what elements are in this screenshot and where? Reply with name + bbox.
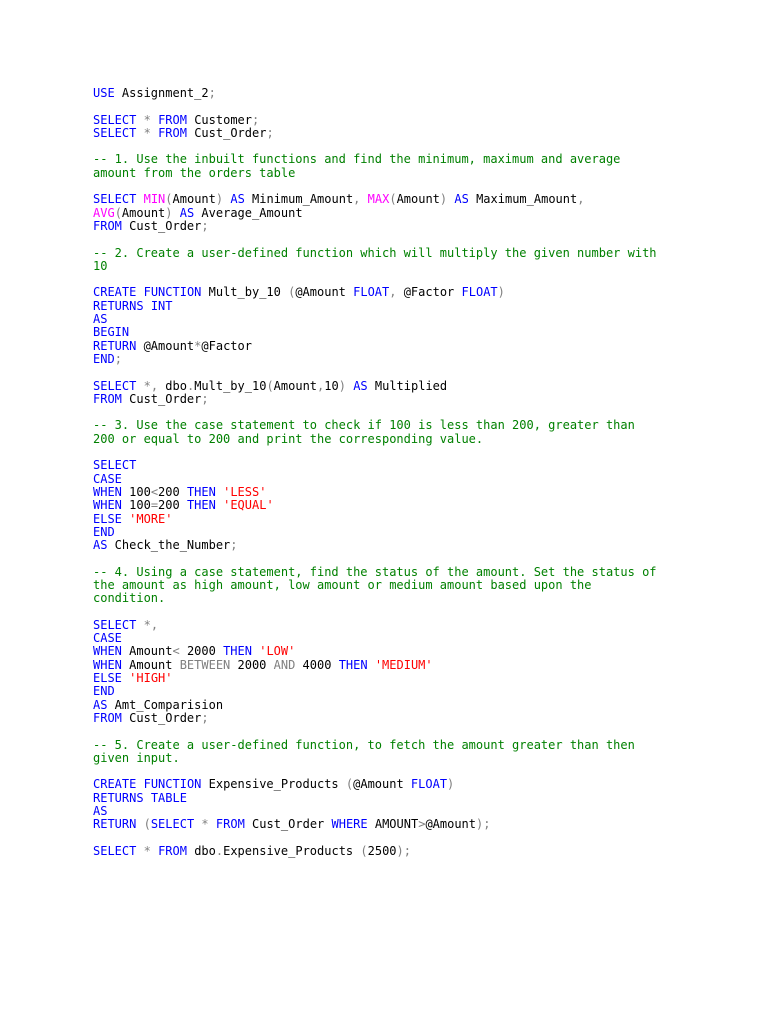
sql-operator: ; [266,125,274,140]
code-line [93,286,733,299]
sql-operator: ) [338,378,346,393]
code-line [93,153,733,166]
sql-keyword: AS [454,192,469,207]
sql-operator: * [201,817,209,832]
code-line [93,247,733,260]
sql-text: Cust_Order [121,391,202,406]
sql-operator: *, [143,617,159,632]
sql-keyword: END [93,351,115,366]
sql-operator: ) [447,777,455,792]
sql-keyword: THEN [338,657,368,672]
sql-operator: *, [143,378,159,393]
code-line [93,446,733,459]
code-line [93,167,733,180]
sql-text: @Amount [425,817,477,832]
sql-text [136,126,143,140]
sql-text [209,817,216,831]
sql-operator: ( [389,192,397,207]
sql-keyword: TABLE [150,790,187,805]
code-line [93,619,733,632]
sql-text [136,777,143,791]
code-line [93,300,733,313]
sql-operator: ) [215,192,224,207]
code-line [93,87,733,100]
sql-comment: -- 2. Create a user-defined function which will multiply the given number with [93,245,657,260]
sql-text [136,113,143,127]
sql-operator: . [215,843,224,858]
sql-keyword: FROM [215,817,245,832]
sql-text: 10 [324,378,339,393]
code-line [93,832,733,845]
sql-operator: , [353,192,361,207]
sql-keyword: THEN [223,644,252,659]
sql-function: MAX [367,192,390,207]
code-line [93,486,733,499]
sql-keyword: RETURNS [93,298,144,313]
sql-operator: ) [497,285,505,300]
code-line [93,805,733,818]
sql-operator: ( [165,192,173,207]
sql-keyword: WHERE [331,817,368,832]
sql-text [216,498,223,512]
sql-text [136,379,143,393]
code-line [93,220,733,233]
sql-function: MIN [143,192,166,207]
sql-keyword: FLOAT [353,285,390,300]
sql-text: 100 [121,498,151,513]
sql-text [368,658,375,672]
code-line [93,739,733,752]
sql-operator: ; [201,710,209,725]
sql-text: Amount [121,205,166,220]
code-line [93,845,733,858]
code-line [93,419,733,432]
code-line [93,366,733,379]
sql-text: Cust_Order [121,218,202,233]
sql-keyword: FLOAT [410,777,448,792]
sql-operator: BETWEEN [179,657,231,672]
sql-text: Customer [186,112,252,127]
sql-operator: , [389,285,397,300]
sql-text: Amount [396,192,440,207]
sql-keyword: AS [179,205,195,220]
sql-keyword: SELECT [93,617,137,632]
code-line [93,778,733,791]
code-line [93,685,733,698]
sql-operator: ( [143,817,151,832]
sql-comment: -- 3. Use the case statement to check if 100 is less than 200, greater than [93,418,635,433]
sql-operator: ; [230,538,238,553]
sql-text [136,618,143,632]
code-line [93,526,733,539]
sql-keyword: RETURN [93,338,137,353]
code-line [93,406,733,419]
sql-operator: ); [396,843,411,858]
sql-operator: ; [208,86,216,100]
sql-keyword: SELECT [93,378,137,393]
code-line [93,712,733,725]
sql-text [216,485,223,499]
sql-text: Minimum_Amount [244,192,354,207]
sql-keyword: AS [93,538,108,553]
sql-keyword: SELECT [93,192,137,207]
sql-keyword: AS [93,697,108,712]
sql-operator: < [172,644,180,659]
sql-operator: ; [252,112,260,127]
code-line [93,672,733,685]
code-line [93,260,733,273]
sql-operator: ; [201,218,209,233]
sql-keyword: FROM [158,125,187,140]
code-line [93,725,733,738]
sql-operator: * [143,125,151,140]
sql-operator: ( [360,843,368,858]
sql-keyword: WHEN [93,644,122,659]
code-line [93,233,733,246]
sql-comment: -- 5. Create a user-defined function, to fetch the amount greater than then [93,737,635,752]
sql-operator: AND [273,657,296,672]
sql-operator: ( [266,378,274,393]
code-line [93,566,733,579]
sql-comment: -- 4. Using a case statement, find the status of the amount. Set the status of [93,564,657,579]
sql-keyword: AS [230,192,245,207]
code-line [93,552,733,565]
code-line [93,792,733,805]
code-line [93,340,733,353]
sql-text [151,844,158,858]
sql-text: 200 [158,484,187,499]
sql-text [151,113,158,127]
sql-text: Expensive_Products [201,777,346,792]
sql-operator: = [150,498,159,513]
sql-keyword: FROM [93,710,122,725]
sql-comment: the amount as high amount, low amount or medium amount based upon the [93,577,592,592]
code-line [93,140,733,153]
sql-text: Assignment_2 [114,86,209,100]
sql-keyword: AS [353,378,368,393]
code-line [93,699,733,712]
sql-text: @Amount [295,285,354,300]
code-line [93,193,733,206]
code-line [93,273,733,286]
sql-operator: * [143,112,151,127]
sql-keyword: THEN [186,498,216,513]
sql-text: 4000 [295,657,339,672]
code-line [93,127,733,140]
sql-keyword: FROM [158,112,187,127]
sql-text [136,844,143,858]
sql-operator: , [317,378,325,393]
sql-operator: < [150,484,159,499]
sql-text: Mult_by_10 [201,285,289,300]
sql-text: Check_the_Number [107,538,231,553]
sql-text: Average_Amount [194,205,303,220]
sql-text: @Amount [136,338,195,353]
sql-keyword: CREATE [93,777,137,792]
code-line [93,473,733,486]
code-line [93,659,733,672]
sql-text: AMOUNT [367,817,419,832]
code-line [93,818,733,831]
sql-text: @Factor [201,338,252,353]
code-line [93,579,733,592]
sql-text: 2000 [230,657,274,672]
sql-operator: ); [476,817,491,832]
code-line [93,353,733,366]
sql-text: Amount [121,657,180,672]
sql-operator: ( [345,777,354,792]
sql-keyword: WHEN [93,657,122,672]
sql-keyword: FLOAT [461,285,498,300]
sql-text [144,299,151,313]
code-line [93,100,733,113]
sql-text: 2500 [367,843,397,858]
sql-text [151,126,158,140]
sql-string: 'LESS' [223,484,267,499]
sql-text [360,192,367,206]
sql-keyword: ELSE [93,671,122,686]
code-line [93,499,733,512]
sql-text [144,791,151,805]
sql-text: Multiplied [367,378,448,393]
sql-text: @Factor [396,285,462,300]
sql-text: Mult_by_10 [194,378,267,393]
sql-keyword: SELECT [93,112,137,127]
sql-text: Amount [172,192,216,207]
sql-text: Amount [273,378,318,393]
sql-text: dbo [186,843,216,858]
sql-comment: 200 or equal to 200 and print the corresponding value. [93,431,484,446]
sql-operator: ) [165,205,173,220]
code-line [93,326,733,339]
sql-keyword: INT [150,298,173,313]
code-line [93,393,733,406]
code-line [93,645,733,658]
code-line [93,433,733,446]
sql-keyword: SELECT [93,458,137,473]
sql-keyword: AS [93,312,108,327]
code-line [93,632,733,645]
sql-text: 200 [158,498,187,513]
sql-text: Maximum_Amount [468,192,578,207]
sql-text: Amt_Comparision [107,697,224,712]
code-line [93,592,733,605]
sql-keyword: CREATE [93,285,137,300]
sql-operator: . [186,378,195,393]
sql-keyword: END [93,524,115,539]
sql-operator: > [418,817,426,832]
sql-keyword: RETURN [93,817,137,832]
sql-text: dbo [158,378,187,393]
sql-keyword: CASE [93,471,122,486]
sql-operator: ( [288,285,296,300]
sql-text: Cust_Order [121,710,202,725]
code-line [93,380,733,393]
sql-keyword: WHEN [93,484,122,499]
sql-string: 'LOW' [259,644,296,659]
code-line [93,207,733,220]
sql-text: Amount [121,644,173,659]
sql-operator: ) [439,192,448,207]
sql-keyword: ELSE [93,511,122,526]
sql-keyword: SELECT [93,125,137,140]
sql-keyword: FROM [93,218,122,233]
sql-keyword: BEGIN [93,325,130,340]
sql-keyword: FUNCTION [143,777,202,792]
sql-text: @Amount [353,777,411,792]
sql-operator: * [143,843,151,858]
code-line [93,765,733,778]
sql-operator: ; [201,391,209,406]
sql-text: Cust_Order [186,125,267,140]
sql-keyword: RETURNS [93,790,144,805]
sql-operator: * [194,338,202,353]
code-line [93,114,733,127]
sql-text [173,206,180,220]
sql-text: Expensive_Products [223,843,361,858]
sql-comment: given input. [93,750,180,765]
sql-string: 'EQUAL' [223,498,274,513]
sql-keyword: CASE [93,631,122,646]
sql-text [136,192,143,206]
code-line [93,459,733,472]
code-line [93,513,733,526]
sql-string: 'MORE' [129,511,173,526]
sql-comment: amount from the orders table [93,165,296,180]
code-line [93,539,733,552]
sql-operator: , [577,192,585,207]
sql-keyword: USE [93,86,115,100]
sql-keyword: FROM [93,391,122,406]
code-line [93,313,733,326]
sql-keyword: AS [93,804,108,819]
sql-keyword: END [93,684,115,699]
sql-function: AVG [93,205,115,220]
sql-text [136,285,143,299]
sql-comment: condition. [93,591,166,606]
sql-keyword: THEN [186,484,216,499]
sql-comment: 10 [93,258,108,273]
sql-operator: ; [114,351,122,366]
sql-text: 2000 [179,644,224,659]
sql-keyword: FUNCTION [143,285,202,300]
sql-operator: ( [114,205,122,220]
code-line [93,180,733,193]
sql-string: 'MEDIUM' [374,657,433,672]
sql-keyword: WHEN [93,498,122,513]
code-line [93,752,733,765]
sql-code-block [93,87,733,858]
sql-text [136,817,143,831]
sql-string: 'HIGH' [129,671,173,686]
sql-keyword: SELECT [150,817,195,832]
sql-text: Cust_Order [244,817,332,832]
sql-keyword: FROM [158,843,187,858]
sql-comment: -- 1. Use the inbuilt functions and find the minimum, maximum and average [93,152,621,167]
sql-keyword: SELECT [93,843,137,858]
code-line [93,606,733,619]
sql-text: 100 [121,484,151,499]
